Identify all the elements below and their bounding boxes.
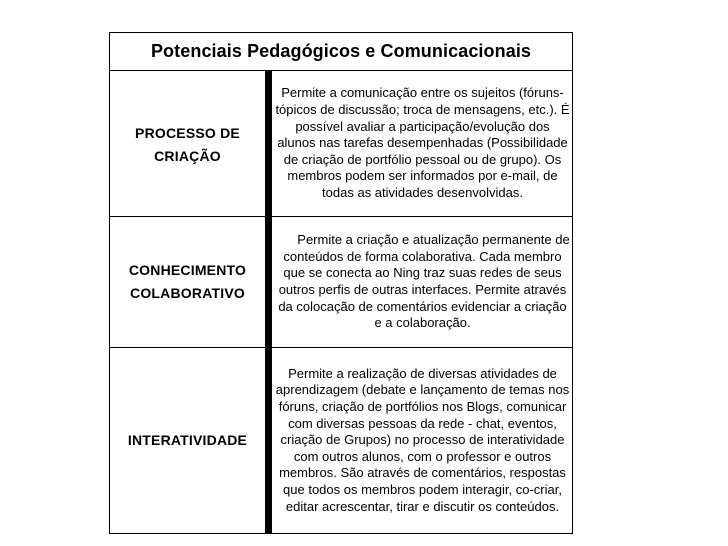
row-description: Permite a comunicação entre os sujeitos (fóruns-tópicos de discussão; troca de mensagens, etc.). É possível avaliar a participação/evolução dos alunos nas tarefas desempenhadas (Possibilidade de criação de portfólio pessoal ou de grupo). Os membros podem ser informados por e-mail, de todas as atividades desenvolvidas.	[275, 85, 570, 200]
column-divider	[265, 348, 272, 533]
row-description: Permite a criação e atualização permanente de conteúdos de forma colaborativa. Cada membro que se conecta ao Ning traz suas redes de seus outros perfis de outras interfaces. Permite através da colocação de comentários evidenciar a criação e a colaboração.	[278, 232, 570, 331]
row-label: PROCESSO DE CRIAÇÃO	[135, 124, 240, 164]
column-divider	[265, 71, 272, 216]
row-description: Permite a realização de diversas atividades de aprendizagem (debate e lançamento de temas nos fóruns, criação de portfólios nos Blogs, comunicar com diversas pessoas da rede - chat, eventos, criação de Grupos) no processo de interatividade com outros alunos, com o professor e outros membros. São através de comentários, respostas que todos os membros podem interagir, co-criar, editar acrescentar, tirar e discutir os conteúdos.	[275, 365, 570, 514]
table-row-interatividade	[110, 348, 572, 533]
potentials-table	[109, 32, 573, 534]
table-title: Potenciais Pedagógicos e Comunicacionais	[110, 33, 572, 71]
table-row-processo-de-criacao	[110, 71, 572, 217]
row-label: INTERATIVIDADE	[127, 432, 248, 448]
row-label: CONHECIMENTO COLABORATIVO	[128, 262, 247, 301]
column-divider	[265, 217, 272, 347]
table-row-conhecimento-colaborativo	[110, 217, 572, 348]
